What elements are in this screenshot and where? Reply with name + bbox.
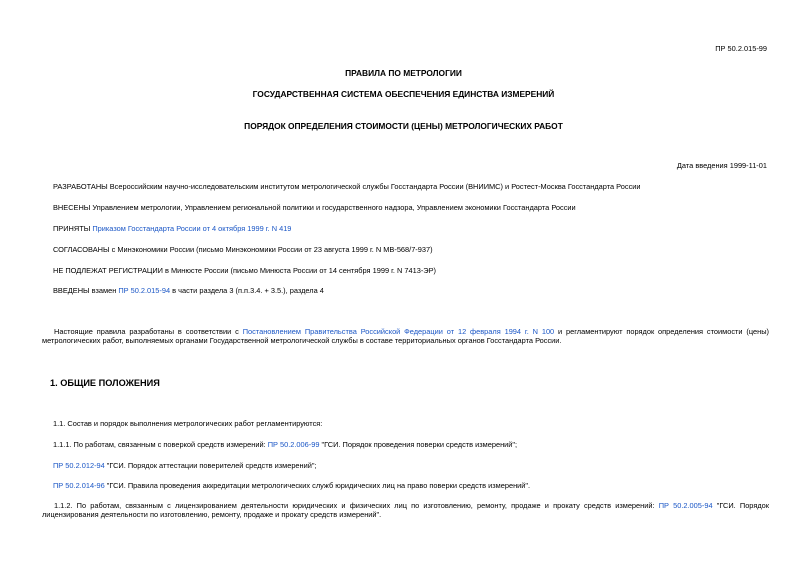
document-title-system: ГОСУДАРСТВЕННАЯ СИСТЕМА ОБЕСПЕЧЕНИЯ ЕДИНСТВА ИЗМЕРЕНИЙ (252, 89, 555, 99)
replaced-standard-link[interactable]: ПР 50.2.015-94 (118, 286, 171, 295)
effective-date: Дата введения 1999-11-01 (676, 161, 767, 170)
enacted-line (53, 286, 324, 295)
accreditation-rules-link[interactable]: ПР 50.2.014-96 (53, 481, 105, 490)
section-heading-general: 1. ОБЩИЕ ПОЛОЖЕНИЯ (50, 378, 160, 388)
licensing-rules-link[interactable]: ПР 50.2.005-94 (658, 501, 713, 510)
government-decree-link[interactable]: Постановлением Правительства Российской Федерации от 12 февраля 1994 г. N 100 (242, 327, 555, 336)
registration-line: НЕ ПОДЛЕЖАТ РЕГИСТРАЦИИ в Минюсте России (письмо Минюста России от 14 сентября 1999 г. N 7413-ЭР) (53, 266, 437, 275)
enacted-label: ВВЕДЕНЫ взамен (53, 286, 119, 295)
reference-verifiers-attestation: ПР 50.2.012-94 "ГСИ. Порядок аттестации поверителей средств измерений"; (53, 461, 317, 470)
introduced-by-line: ВНЕСЕНЫ Управлением метрологии, Управлением региональной политики и государственного надзора, Управлением экономики Госстандарта России (53, 203, 576, 212)
developed-by-line: РАЗРАБОТАНЫ Всероссийским научно-исследовательским институтом метрологической службы Госстандарта России (ВНИИМС) и Ростест-Москва Госстандарта России (53, 182, 641, 191)
adopted-label: ПРИНЯТЫ (53, 224, 93, 233)
agreed-line: СОГЛАСОВАНЫ с Минэкономики России (письмо Минэкономики России от 23 августа 1999 г. N МВ-568/7-937) (53, 245, 433, 254)
intro-paragraph: Настоящие правила разработаны в соответствии с Постановлением Правительства Российской Федерации от 12 февраля 1994 г. N 100 и регламентируют порядок определения стоимости (цены) метрологических работ, выполняемых органами Государственной метрологической службы в составе территориальных органов Госстандарта России. (42, 327, 769, 346)
paragraph-1-1-2: 1.1.2. По работам, связанным с лицензированием деятельности юридических и физических лиц по изготовлению, ремонту, продаже и прокату средств измерений: ПР 50.2.005-94 "ГСИ. Порядок лицензирования деятельности по изготовлению, ремонту, продаже и прокату средств измерений". (42, 501, 769, 520)
enacted-scope: в части раздела 3 (п.п.3.4. + 3.5.), раздела 4 (170, 286, 324, 295)
paragraph-1-1-1: 1.1.1. По работам, связанным с поверкой средств измерений: ПР 50.2.006-99 "ГСИ. Порядок проведения поверки средств измерений"; (53, 440, 518, 449)
verification-rules-link[interactable]: ПР 50.2.006-99 (267, 440, 320, 449)
document-title-subject: ПОРЯДОК ОПРЕДЕЛЕНИЯ СТОИМОСТИ (ЦЕНЫ) МЕТРОЛОГИЧЕСКИХ РАБОТ (244, 121, 563, 131)
adopted-line (53, 224, 291, 233)
adopted-order-link[interactable]: Приказом Госстандарта России от 4 октября 1999 г. N 419 (92, 224, 292, 233)
document-number: ПР 50.2.015-99 (715, 44, 767, 53)
document-title-rules: ПРАВИЛА ПО МЕТРОЛОГИИ (345, 68, 462, 78)
verifiers-attestation-link[interactable]: ПР 50.2.012-94 (53, 461, 105, 470)
reference-accreditation: ПР 50.2.014-96 "ГСИ. Правила проведения аккредитации метрологических служб юридических лиц на право поверки средств измерений". (53, 481, 531, 490)
paragraph-1-1: 1.1. Состав и порядок выполнения метрологических работ регламентируются: (53, 419, 323, 428)
